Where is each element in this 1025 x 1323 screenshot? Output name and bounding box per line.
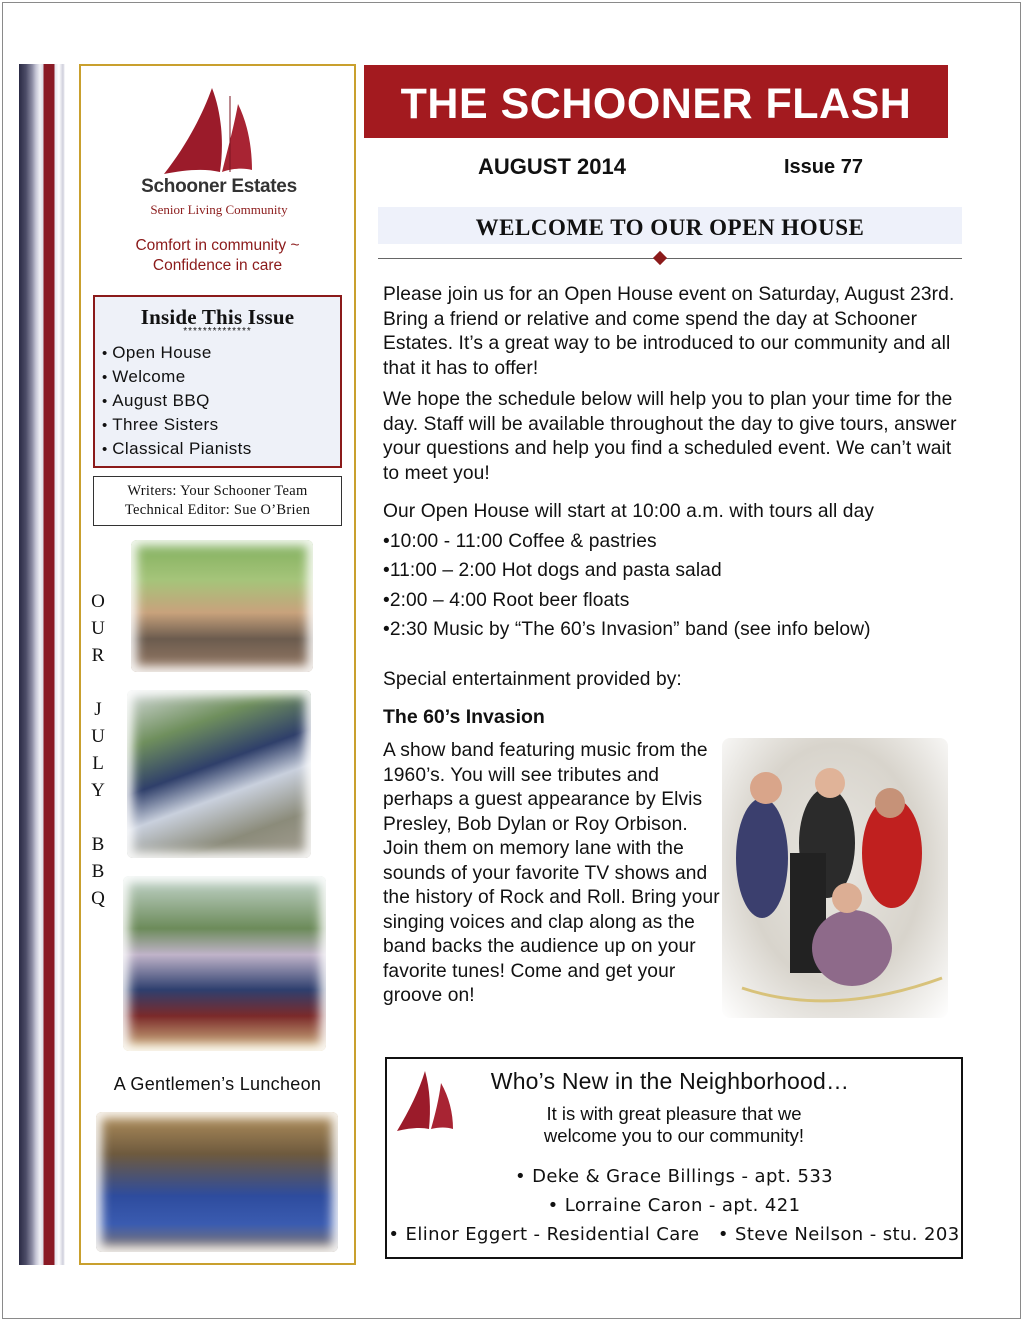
vertical-letter: J xyxy=(94,699,102,720)
sidebar xyxy=(79,64,356,1265)
article-paragraph: Please join us for an Open House event on Saturday, August 23rd. Bring a friend or relative and come spend the day at Schooner Estates. It’s a great way to be introduced to our community and all that it has to offer! xyxy=(383,284,955,379)
whos-new-title xyxy=(387,1068,961,1095)
luncheon-photo xyxy=(96,1112,338,1252)
whos-new-title-text: Who’s New in the Neighborhood… xyxy=(490,1068,850,1094)
issue-number: Issue 77 xyxy=(784,156,863,178)
new-resident: • Deke & Grace Billings - apt. 533 xyxy=(514,1166,834,1187)
special-entertainment: Special entertainment provided by: xyxy=(383,669,682,690)
brand-name: Schooner Estates xyxy=(141,176,297,197)
masthead-title: THE SCHOONER FLASH xyxy=(364,65,948,138)
schedule-item: •10:00 - 11:00 Coffee & pastries xyxy=(383,530,657,552)
writers-credit: Writers: Your Schooner Team xyxy=(127,483,308,499)
brand-subtitle: Senior Living Community xyxy=(150,202,288,217)
bbq-photo-buffet xyxy=(127,690,311,858)
inside-item: • Open House xyxy=(102,341,340,365)
whos-new-intro-line: It is with great pleasure that we xyxy=(546,1103,802,1124)
vertical-letter: O xyxy=(91,591,105,612)
issue-date: AUGUST 2014 xyxy=(478,154,626,179)
our-july-bbq-vertical xyxy=(87,588,109,912)
inside-item: • Three Sisters xyxy=(102,413,340,437)
new-residents-list xyxy=(387,1162,961,1249)
stars-divider: ************** xyxy=(183,326,252,337)
tagline-line: Confidence in care xyxy=(152,257,283,274)
band-heading: The 60’s Invasion xyxy=(383,706,545,728)
sail-icon xyxy=(164,86,274,178)
new-resident: • Elinor Eggert - Residential Care • Steve Neilson - stu. 203 xyxy=(388,1224,960,1245)
band-description: A show band featuring music from the 1960’s. You will see tributes and perhaps a guest appearance by Elvis Presley, Bob Dylan or Roy Orbison. Join them on memory lane with the sounds of your favorite TV shows and the history of Rock and Roll. Bring your singing voices and clap along as the band backs the audience up on your favorite tunes! Come and get your groove on! xyxy=(383,740,720,1006)
vertical-letter: U xyxy=(91,726,105,747)
schedule-intro: Our Open House will start at 10:00 a.m. with tours all day xyxy=(383,501,875,522)
vertical-letter: B xyxy=(91,834,105,855)
schedule-item: •2:00 – 4:00 Root beer floats xyxy=(383,589,630,611)
decorative-stripes xyxy=(19,64,65,1265)
inside-item: • Classical Pianists xyxy=(102,437,340,461)
band-photo xyxy=(722,738,948,1018)
schedule-item: •11:00 – 2:00 Hot dogs and pasta salad xyxy=(383,560,722,581)
vertical-letter: Y xyxy=(91,780,105,801)
vertical-letter: U xyxy=(91,618,105,639)
editor-credit: Technical Editor: Sue O’Brien xyxy=(124,502,311,518)
new-resident: • Lorraine Caron - apt. 421 xyxy=(547,1195,801,1216)
vertical-letter: R xyxy=(91,645,105,666)
luncheon-caption: A Gentlemen’s Luncheon xyxy=(113,1074,322,1094)
tagline-line: Comfort in community ~ xyxy=(135,237,300,254)
tagline xyxy=(81,236,354,276)
schedule-item: •2:30 Music by “The 60’s Invasion” band (see info below) xyxy=(383,619,871,640)
vertical-letter: Q xyxy=(91,888,105,909)
whos-new-intro-line: welcome you to our community! xyxy=(543,1125,805,1146)
vertical-letter xyxy=(87,669,109,696)
inside-item: • Welcome xyxy=(102,365,340,389)
bbq-photo-tables xyxy=(131,540,313,672)
article-paragraph: We hope the schedule below will help you to plan your time for the day. Staff will be available throughout the day to give tours, answer your questions and help you find a scheduled event. We can’t wait to meet you! xyxy=(383,389,957,484)
inside-this-issue-box xyxy=(93,295,342,468)
inside-item: • August BBQ xyxy=(102,389,340,413)
bbq-photo-serving xyxy=(123,876,326,1051)
vertical-letter xyxy=(87,804,109,831)
schedule xyxy=(383,497,963,645)
whos-new-intro xyxy=(387,1103,961,1147)
schooner-logo xyxy=(129,86,309,218)
writers-box xyxy=(93,476,342,526)
vertical-letter: B xyxy=(91,861,105,882)
inside-title: Inside This Issue xyxy=(140,305,295,329)
article-heading: WELCOME TO OUR OPEN HOUSE xyxy=(378,207,962,244)
heading-rule xyxy=(378,258,962,259)
inside-list xyxy=(102,341,340,461)
whos-new-box xyxy=(385,1057,963,1259)
vertical-letter: L xyxy=(92,753,104,774)
